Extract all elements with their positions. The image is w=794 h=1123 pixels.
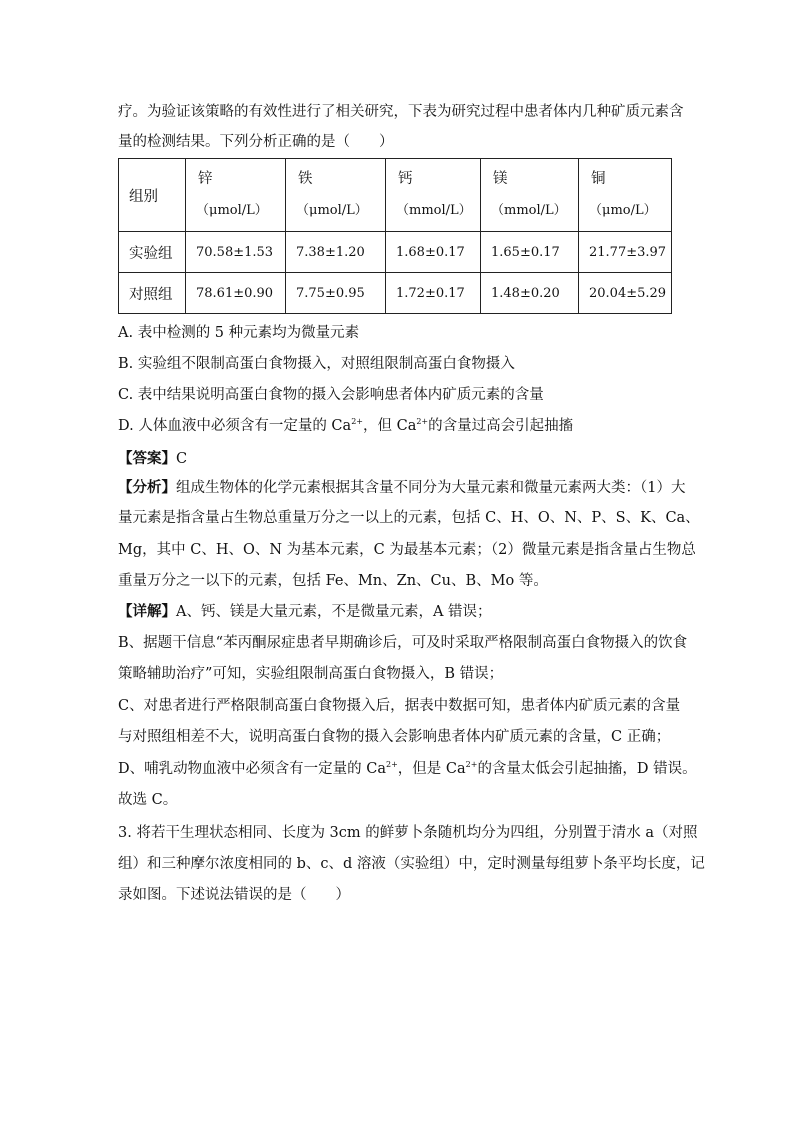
answer-line (118, 449, 187, 469)
header-cell-iron: 铁 （μmol/L） (286, 159, 386, 232)
intro-line-2: 量的检测结果。下列分析正确的是（ ） (118, 134, 394, 150)
option-c: C. 表中结果说明高蛋白食物的摄入会影响患者体内矿质元素的含量 (118, 387, 544, 403)
question3-line-3: 录如图。下述说法错误的是（ ） (118, 887, 350, 903)
value-cell: 7.38±1.20 (286, 232, 386, 273)
value-cell: 7.75±0.95 (286, 273, 386, 314)
value-cell: 70.58±1.53 (186, 232, 286, 273)
analysis-line-2: 量元素是指含量占生物总重量万分之一以上的元素，包括 C、H、O、N、P、S、K、Ca、 (118, 510, 700, 526)
detail-line-5: 与对照组相差不大，说明高蛋白食物的摄入会影响患者体内矿质元素的含量，C 正确； (118, 729, 671, 745)
intro-line-1: 疗。为验证该策略的有效性进行了相关研究，下表为研究过程中患者体内几种矿质元素含 (118, 104, 684, 120)
option-d: D. 人体血液中必须含有一定量的 $Ca^{2+}$，但 $Ca^{2+}$的含量过高会引起抽搐 (118, 417, 574, 434)
ion-charge: 2+ (465, 760, 478, 770)
detail-line-1: 【详解】A、钙、镁是大量元素，不是微量元素，A 错误； (118, 603, 492, 620)
analysis-line-4: 重量万分之一以下的元素，包括 Fe、Mn、Zn、Cu、B、Mo 等。 (118, 573, 548, 589)
analysis-line-3: Mg，其中 C、H、O、N 为基本元素，C 为最基本元素；（2）微量元素是指含量占生物总 (118, 542, 696, 558)
header-cell-calcium: 钙 （mmol/L） (386, 159, 481, 232)
option-a: A. 表中检测的 5 种元素均为微量元素 (118, 325, 360, 341)
group-cell: 对照组 (119, 273, 186, 314)
value-cell: 1.48±0.20 (481, 273, 579, 314)
option-b: B. 实验组不限制高蛋白食物摄入，对照组限制高蛋白食物摄入 (118, 356, 515, 372)
ion-charge: 2+ (351, 417, 363, 427)
value-cell: 20.04±5.29 (579, 273, 672, 314)
mineral-table (118, 158, 672, 314)
header-cell-copper: 铜 （μmo/L） (579, 159, 672, 232)
detail-line-2: B、据题干信息“苯丙酮尿症患者早期确诊后，可及时采取严格限制高蛋白食物摄入的饮食 (118, 635, 688, 651)
value-cell: 1.65±0.17 (481, 232, 579, 273)
header-cell-zinc: 锌 （μmol/L） (186, 159, 286, 232)
analysis-label: 【分析】 (118, 479, 176, 496)
answer-value: C (176, 451, 188, 467)
value-cell: 78.61±0.90 (186, 273, 286, 314)
analysis-line-1: 【分析】组成生物体的化学元素根据其含量不同分为大量元素和微量元素两大类：（1）大 (118, 479, 686, 496)
group-header-cell: 组别 (119, 159, 186, 232)
ion-charge: 2+ (385, 760, 398, 770)
table-row (119, 232, 672, 273)
table-row (119, 273, 672, 314)
detail-line-6: D、哺乳动物血液中必须含有一定量的 $Ca^{2+}$，但是 $Ca^{2+}$的含量太低会引起抽搐，D 错误。 (118, 760, 697, 777)
value-cell: 1.72±0.17 (386, 273, 481, 314)
detail-line-7: 故选 C。 (118, 792, 178, 808)
question3-line-1: 3. 将若干生理状态相同、长度为 3cm 的鲜萝卜条随机均分为四组，分别置于清水 a（对照 (118, 825, 698, 841)
detail-line-4: C、对患者进行严格限制高蛋白食物摄入后，据表中数据可知，患者体内矿质元素的含量 (118, 698, 681, 714)
answer-label: 【答案】 (118, 450, 176, 467)
value-cell: 1.68±0.17 (386, 232, 481, 273)
detail-line-3: 策略辅助治疗”可知，实验组限制高蛋白食物摄入，B 错误； (118, 666, 504, 682)
question3-line-2: 组）和三种摩尔浓度相同的 b、c、d 溶液（实验组）中，定时测量每组萝卜条平均长度，记 (118, 856, 705, 872)
header-cell-magnesium: 镁 （mmol/L） (481, 159, 579, 232)
detail-label: 【详解】 (118, 603, 176, 620)
value-cell: 21.77±3.97 (579, 232, 672, 273)
group-cell: 实验组 (119, 232, 186, 273)
table-header-row (119, 159, 672, 232)
ion-charge: 2+ (416, 417, 429, 427)
